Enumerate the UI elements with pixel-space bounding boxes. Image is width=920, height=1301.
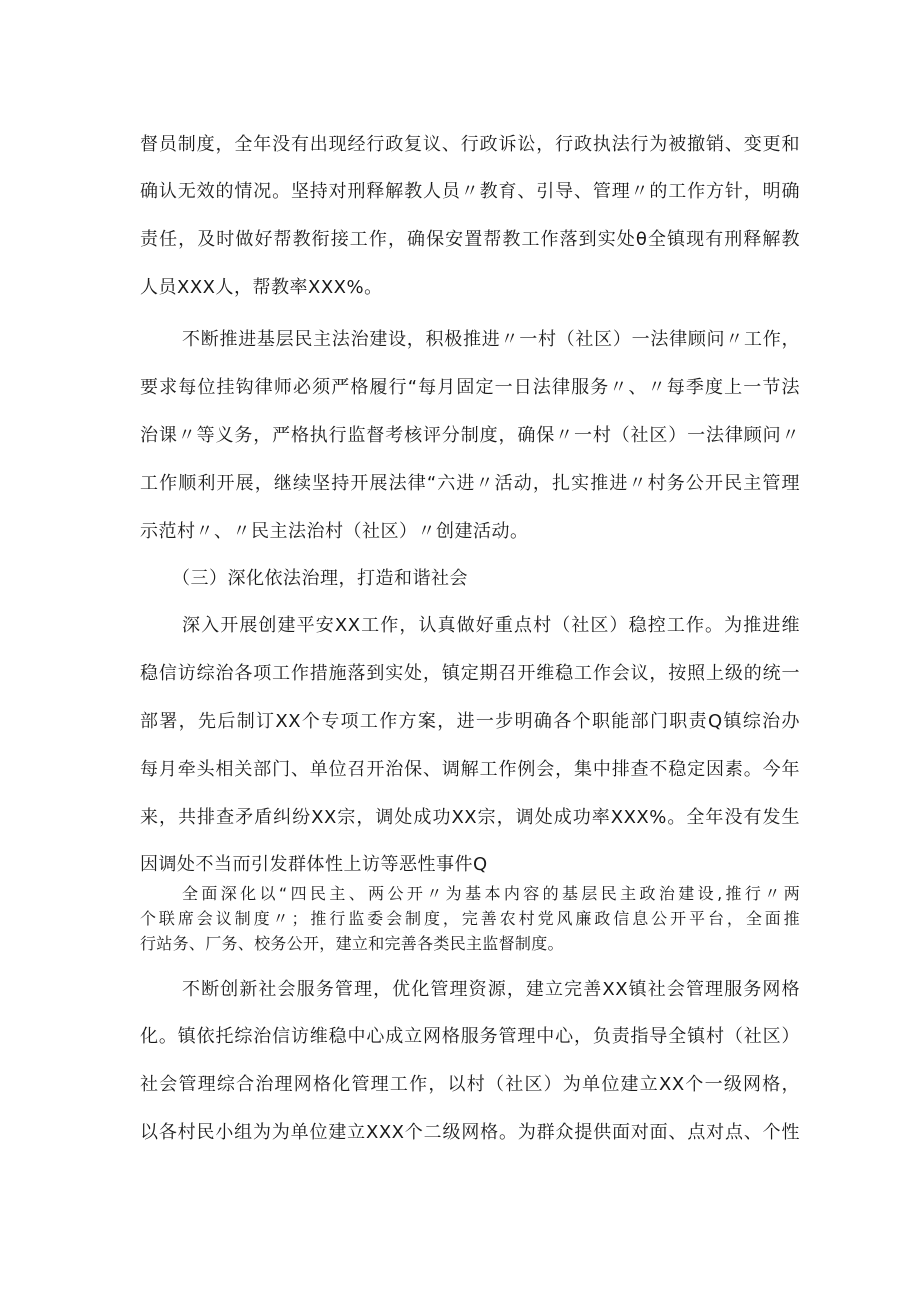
paragraph-line: 稳信访综治各项工作措施落到实处，镇定期召开维稳工作会议，按照上级的统一	[140, 663, 800, 684]
paragraph-line: 确认无效的情况。坚持对刑释解教人员〃教育、引导、管理〃的工作方针，明确	[140, 181, 800, 202]
paragraph-line: 督员制度，全年没有出现经行政复议、行政诉讼，行政执法行为被撤销、变更和	[140, 134, 800, 155]
paragraph-line: 社会管理综合治理网格化管理工作，以村（社区）为单位建立XX个一级网格，	[140, 1074, 800, 1095]
paragraph-line: 部署，先后制订XX个专项工作方案，进一步明确各个职能部门职责Q镇综治办	[140, 711, 800, 732]
paragraph-line: 人员XXX人，帮教率XXX%。	[140, 277, 383, 298]
section-heading: （三）深化依法治理，打造和谐社会	[172, 568, 468, 589]
paragraph-line: 全面深化以“四民主、两公开〃为基本内容的基层民主政治建设,推行〃两	[182, 884, 800, 903]
paragraph-line: 治课〃等义务，严格执行监督考核评分制度，确保〃一村（社区）一法律顾问〃	[140, 425, 800, 446]
paragraph-line: 工作顺利开展，继续坚持开展法律“六进〃活动，扎实推进〃村务公开民主管理	[140, 473, 800, 494]
paragraph-line: 化。镇依托综治信访维稳中心成立网格服务管理中心，负责指导全镇村（社区）	[140, 1026, 800, 1047]
paragraph-line: 因调处不当而引发群体性上访等恶性事件Q	[140, 854, 488, 875]
paragraph-line: 以各村民小组为为单位建立XXX个二级网格。为群众提供面对面、点对点、个性	[140, 1122, 800, 1143]
paragraph-line: 不断创新社会服务管理，优化管理资源，建立完善XX镇社会管理服务网格	[182, 979, 800, 1000]
paragraph-line: 来，共排查矛盾纠纷XX宗，调处成功XX宗，调处成功率XXX%。全年没有发生	[140, 807, 800, 828]
paragraph-line: 责任，及时做好帮教衔接工作，确保安置帮教工作落到实处θ全镇现有刑释解教	[140, 229, 800, 250]
paragraph-line: 个联席会议制度〃；推行监委会制度，完善农村党风廉政信息公开平台，全面推	[140, 909, 800, 928]
paragraph-line: 行站务、厂务、校务公开，建立和完善各类民主监督制度。	[140, 934, 564, 953]
paragraph-line: 每月牵头相关部门、单位召开治保、调解工作例会，集中排查不稳定因素。今年	[140, 759, 800, 780]
paragraph-line: 要求每位挂钩律师必须严格履行“每月固定一日法律服务〃、〃每季度上一节法	[140, 377, 800, 398]
paragraph-line: 示范村〃、〃民主法治村（社区）〃创建活动。	[140, 521, 529, 542]
paragraph-line: 深入开展创建平安XX工作，认真做好重点村（社区）稳控工作。为推进维	[182, 615, 800, 636]
paragraph-line: 不断推进基层民主法治建设，积极推进〃一村（社区）一法律顾问〃工作，	[182, 329, 800, 350]
